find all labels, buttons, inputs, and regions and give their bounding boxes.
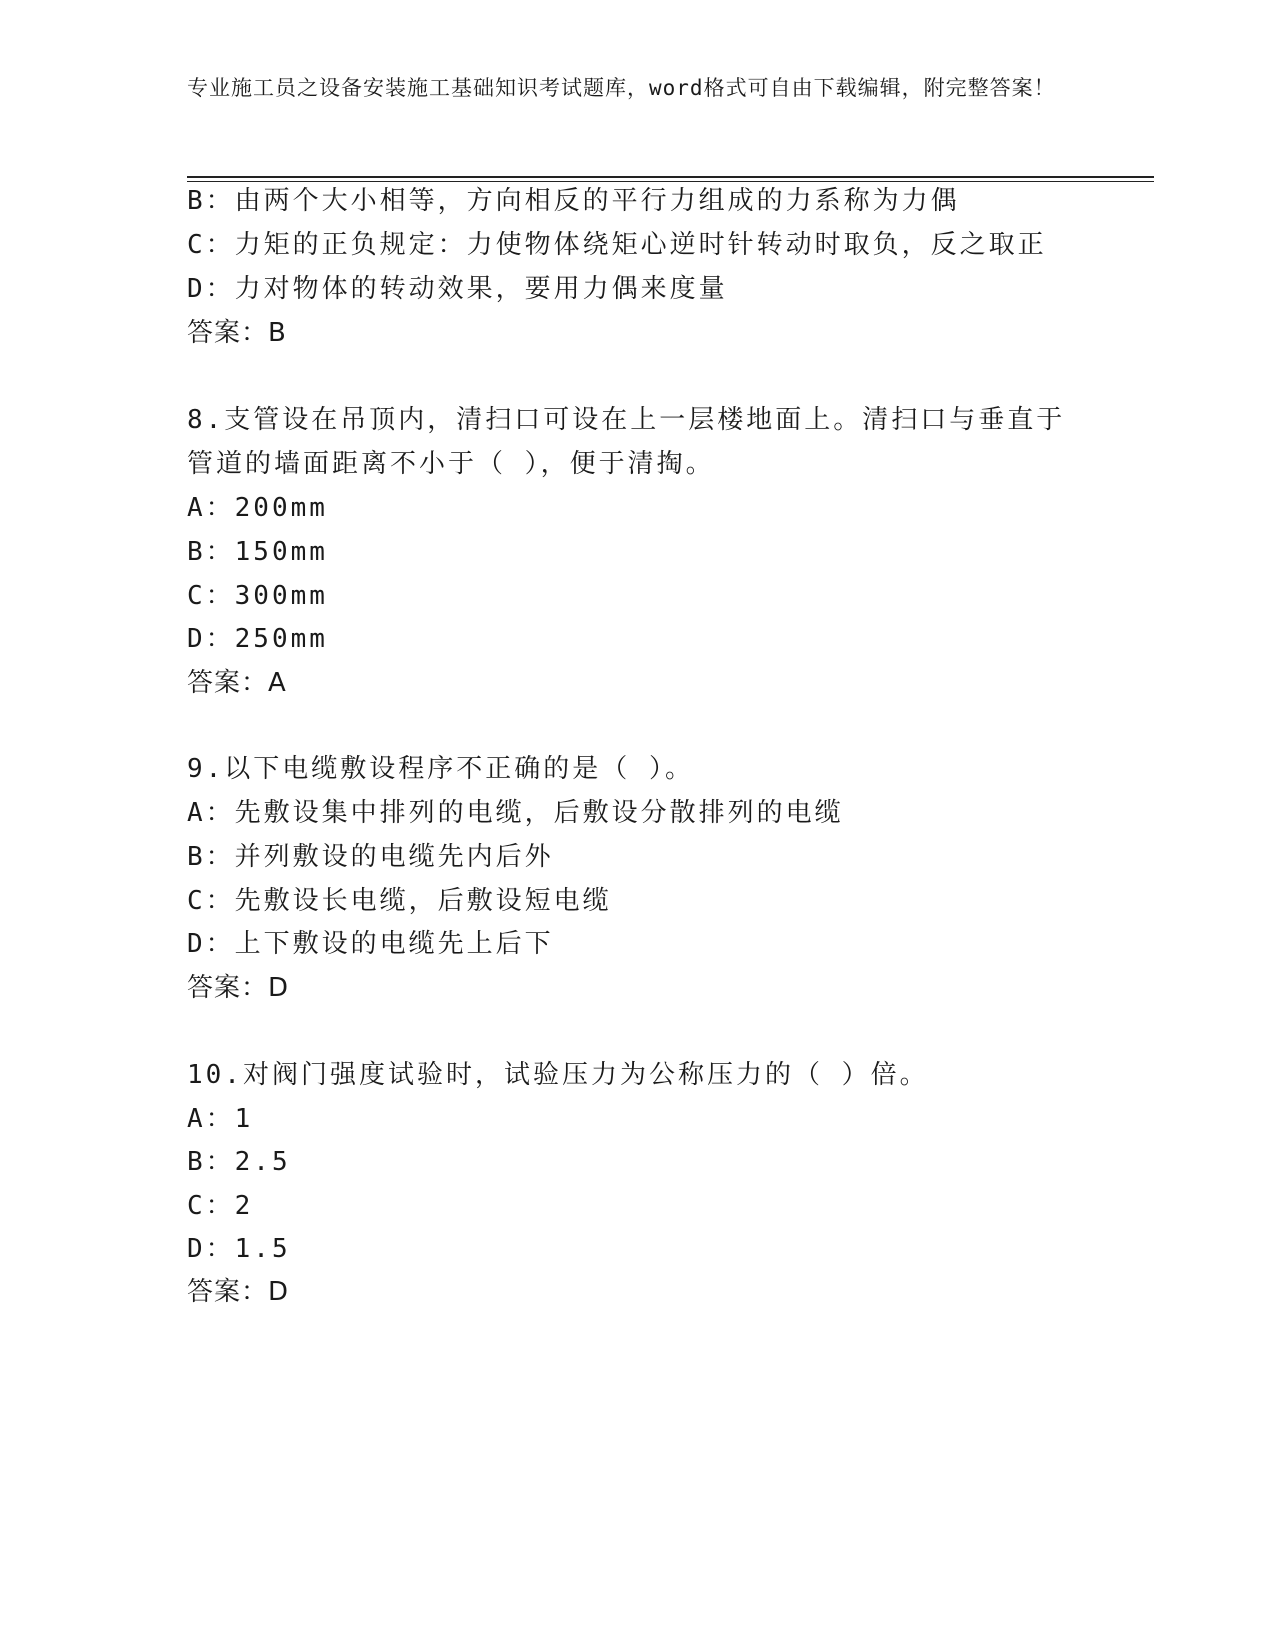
q8-option-d: D：250mm [187,624,328,654]
q9-stem: 9.以下电缆敷设程序不正确的是（ ）。 [187,754,694,784]
q9-option-a: A：先敷设集中排列的电缆，后敷设分散排列的电缆 [187,798,844,828]
q9-option-c: C：先敷设长电缆，后敷设短电缆 [187,886,612,916]
q7-answer: 答案：B [187,318,287,348]
q10-option-d: D：1.5 [187,1234,291,1264]
q10-option-a: A：1 [187,1104,254,1134]
q8-option-b: B：150mm [187,537,328,567]
q8-stem-line2: 管道的墙面距离不小于（ ），便于清掏。 [187,449,715,479]
q7-option-d: D：力对物体的转动效果，要用力偶来度量 [187,274,728,304]
q10-option-b: B：2.5 [187,1147,291,1177]
q8-answer: 答案：A [187,668,287,698]
q8-stem-line1: 8.支管设在吊顶内，清扫口可设在上一层楼地面上。清扫口与垂直于 [187,405,1066,435]
header-rule-thin [187,181,1154,182]
q8-option-a: A：200mm [187,493,328,523]
q8-option-c: C：300mm [187,581,328,611]
q9-option-d: D：上下敷设的电缆先上后下 [187,929,554,959]
q7-option-c: C：力矩的正负规定：力使物体绕矩心逆时针转动时取负，反之取正 [187,230,1047,260]
q9-answer: 答案：D [187,973,290,1003]
q10-option-c: C：2 [187,1191,254,1221]
document-header: 专业施工员之设备安装施工基础知识考试题库，word格式可自由下载编辑，附完整答案！ [187,76,1056,100]
header-rule-thick [187,176,1154,178]
q10-answer: 答案：D [187,1277,290,1307]
q9-option-b: B：并列敷设的电缆先内后外 [187,842,554,872]
q7-option-b: B：由两个大小相等，方向相反的平行力组成的力系称为力偶 [187,186,960,216]
q10-stem: 10.对阀门强度试验时，试验压力为公称压力的（ ）倍。 [187,1060,929,1090]
